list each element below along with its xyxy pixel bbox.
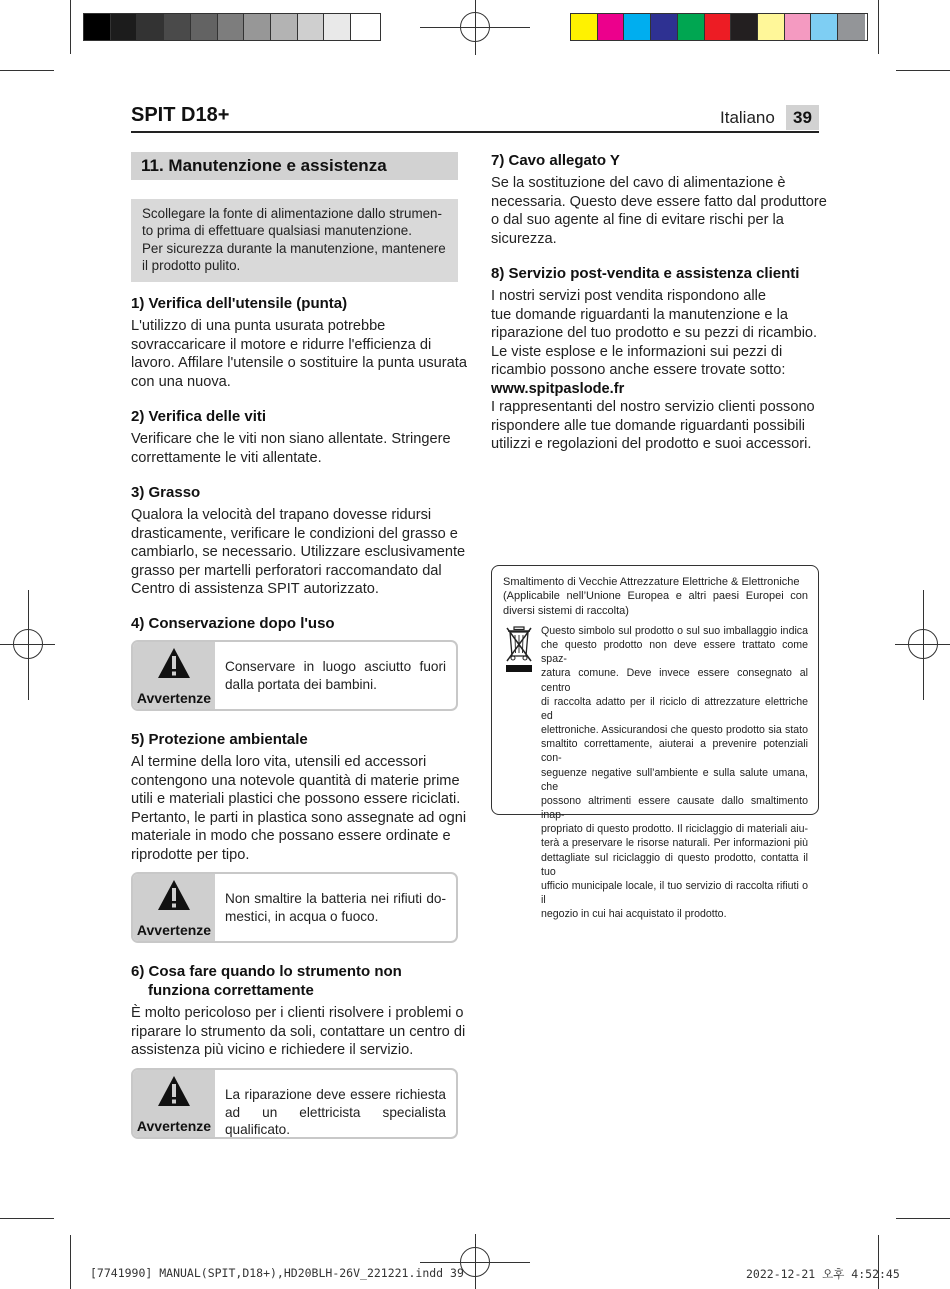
color-swatch <box>137 14 164 40</box>
text-line: Conservare in luogo asciutto fuori <box>225 659 446 674</box>
text-line: zatura comune. Deve invece essere consegnato al centro <box>541 667 808 694</box>
text-line: grasso per martelli perforatori raccomandato dal <box>131 562 442 579</box>
text-line: drasticamente, verificare le condizioni del grasso e <box>131 525 458 542</box>
text-line: correttamente le viti allentate. <box>131 449 322 466</box>
text-line: propriato di questo prodotto. Il riciclaggio di materiali aiu- <box>541 823 808 836</box>
text-line: che questo prodotto non deve essere trattato come spaz- <box>541 639 808 666</box>
color-swatch <box>571 14 598 40</box>
text-line: materiale in modo che possano essere ordinate e <box>131 828 451 844</box>
color-swatch <box>191 14 218 40</box>
text-line: terà a preservare le risorse naturali. Per informazioni più <box>541 837 808 850</box>
warning-label-panel <box>133 1070 215 1137</box>
product-title: SPIT D18+ <box>131 104 230 126</box>
heading-line: funziona correttamente <box>148 982 314 999</box>
color-swatch <box>244 14 271 40</box>
text-line: mestici, in acqua o fuoco. <box>225 908 379 924</box>
color-swatch <box>624 14 651 40</box>
text-line: sovraccaricare il motore e ridurre l'efficienza di <box>131 336 432 353</box>
color-swatch <box>651 14 678 40</box>
text-line: con una nuova. <box>131 373 231 390</box>
item-6-heading <box>131 962 402 1000</box>
text-line: di raccolta adatto per il riciclo di attrezzature elettriche ed <box>541 695 808 722</box>
weee-body <box>541 624 808 921</box>
text-line: possono altrimenti essere causate dallo smaltimento inap- <box>541 794 808 822</box>
crop-mark <box>70 0 71 54</box>
warning-text <box>225 1086 446 1139</box>
text-line: smaltito correttamente, aiuterai a prevenire potenziali con- <box>541 738 808 765</box>
item-1-heading: 1) Verifica dell'utensile (punta) <box>131 295 348 312</box>
color-swatch <box>351 14 378 40</box>
intro-line: il prodotto pulito. <box>142 257 241 273</box>
language-label: Italiano <box>720 108 775 127</box>
heading-line: 6) Cosa fare quando lo strumento non <box>131 963 402 980</box>
text-line: La riparazione deve essere richiesta <box>225 1087 446 1102</box>
section-title: 11. Manutenzione e assistenza <box>141 156 387 175</box>
color-swatch <box>811 14 838 40</box>
color-swatch <box>785 14 812 40</box>
text-line: riparazione del tuo prodotto e su pezzi di ricambio. <box>491 325 818 341</box>
text-line: Al termine della loro vita, utensili ed accessori <box>131 754 427 770</box>
text-line: tue domande riguardanti la manutenzione e la <box>491 306 788 323</box>
warning-label-panel <box>133 874 215 941</box>
text-line: Verificare che le viti non siano allentate. Stringere <box>131 431 451 447</box>
text-line: ad un elettricista specialista qualificato. <box>225 1104 446 1137</box>
color-swatch <box>271 14 298 40</box>
warning-label: Avvertenze <box>136 922 212 938</box>
warning-box <box>131 1068 458 1139</box>
color-swatch <box>84 14 111 40</box>
text-line: cambiarlo, se necessario. Utilizzare esclusivamente <box>131 544 466 560</box>
weee-heading <box>503 575 808 618</box>
color-swatch <box>678 14 705 40</box>
section-title-band <box>131 152 458 180</box>
text-line: ricambio possono anche essere trovate sotto: <box>491 362 786 378</box>
item-6-text <box>131 1004 465 1060</box>
footer-timestamp: 2022-12-21 오후 4:52:45 <box>746 1267 900 1281</box>
item-1-text <box>131 317 467 391</box>
text-line: Le viste esplose e le informazioni sui pezzi di <box>491 343 783 360</box>
color-swatch <box>758 14 785 40</box>
item-7-heading: 7) Cavo allegato Y <box>491 152 620 169</box>
text-line: Se la sostituzione del cavo di alimentazione è <box>491 175 786 191</box>
item-3-text <box>131 506 465 599</box>
text-line: Smaltimento di Vecchie Attrezzature Elettriche & Elettroniche <box>503 576 800 588</box>
intro-box <box>131 199 458 282</box>
text-line: riprodotte per tipo. <box>131 846 250 863</box>
text-line: necessaria. Questo deve essere fatto dal produttore <box>491 193 827 210</box>
text-line: utili e materiali plastici che possono essere riciclati. <box>131 791 461 807</box>
text-line: elettroniche. Assicurandosi che questo prodotto sia stato <box>541 724 808 737</box>
text-line: contengono una notevole quantità di materie prime <box>131 772 460 789</box>
item-8-heading: 8) Servizio post-vendita e assistenza clienti <box>491 265 800 282</box>
crop-mark <box>896 70 950 71</box>
warning-icon <box>157 1075 191 1107</box>
text-line: Qualora la velocità del trapano dovesse ridursi <box>131 507 432 523</box>
text-line: I rappresentanti del nostro servizio clienti possono <box>491 399 815 415</box>
color-swatch <box>164 14 191 40</box>
crop-mark <box>878 0 879 54</box>
website-link[interactable]: www.spitpaslode.fr <box>491 380 625 397</box>
text-line: lavoro. Affilare l'utensile o sostituire la punta usurata <box>131 355 467 371</box>
text-line: negozio in cui hai acquistato il prodotto. <box>541 908 727 921</box>
text-line: seguenze negative sull’ambiente e sulla salute umana, che <box>541 766 808 793</box>
item-3-heading: 3) Grasso <box>131 484 201 501</box>
text-line: dettagliate sul riciclaggio di questo prodotto, contatta il tuo <box>541 851 808 878</box>
warning-text <box>225 658 446 693</box>
text-line: È molto pericoloso per i clienti risolvere i problemi o <box>131 1005 464 1021</box>
text-line: utilizzi e regolazioni del prodotto e suoi accessori. <box>491 436 812 452</box>
text-line: L'utilizzo di una punta usurata potrebbe <box>131 318 386 334</box>
text-line: Questo simbolo sul prodotto o sul suo imballaggio indica <box>541 625 808 637</box>
crop-mark <box>896 1218 950 1219</box>
warning-label: Avvertenze <box>136 1118 212 1134</box>
text-line: diversi sistemi di raccolta) <box>503 604 629 617</box>
item-4-heading: 4) Conservazione dopo l'uso <box>131 615 335 632</box>
text-line: rispondere alle tue domande riguardanti possibili <box>491 417 805 434</box>
color-swatch <box>731 14 758 40</box>
warning-icon <box>157 647 191 679</box>
intro-line: to prima di effettuare qualsiasi manutenzione. <box>142 223 412 239</box>
item-7-text <box>491 174 827 248</box>
text-line: ufficio municipale locale, il tuo servizio di raccolta rifiuti o il <box>541 879 808 906</box>
item-2-heading: 2) Verifica delle viti <box>131 408 267 425</box>
warning-box <box>131 640 458 711</box>
crossed-bin-icon <box>505 625 533 675</box>
color-swatch <box>218 14 245 40</box>
intro-line: Per sicurezza durante la manutenzione, mantenere <box>142 240 446 256</box>
color-swatch <box>111 14 138 40</box>
text-line: riparare lo strumento da soli, contattare un centro di <box>131 1023 466 1040</box>
warning-label: Avvertenze <box>136 690 212 706</box>
crop-mark <box>0 70 54 71</box>
text-line: (Applicabile nell’Unione Europea e altri paesi Europei con <box>503 590 808 603</box>
color-swatch <box>705 14 732 40</box>
text-line: I nostri servizi post vendita rispondono alle <box>491 288 766 304</box>
crop-mark <box>70 1235 71 1289</box>
text-line: sicurezza. <box>491 230 557 247</box>
header-rule <box>131 131 819 133</box>
text-line: Centro di assistenza SPIT autorizzato. <box>131 581 379 597</box>
text-line: Pertanto, le parti in plastica sono assegnate ad ogni <box>131 809 467 826</box>
text-line: dalla portata dei bambini. <box>225 676 377 692</box>
weee-disposal-box <box>491 565 819 921</box>
page-number: 39 <box>786 105 819 130</box>
color-swatch <box>298 14 325 40</box>
warning-label-panel <box>133 642 215 709</box>
color-swatch <box>324 14 351 40</box>
crop-mark <box>0 1218 54 1219</box>
warning-icon <box>157 879 191 911</box>
item-5-heading: 5) Protezione ambientale <box>131 731 308 748</box>
intro-line: Scollegare la fonte di alimentazione dallo strumen- <box>142 206 442 221</box>
color-swatch <box>598 14 625 40</box>
warning-box <box>131 872 458 943</box>
text-line: o dal suo agente al fine di evitare rischi per la <box>491 212 784 228</box>
text-line: assistenza più vicino e richiedere il servizio. <box>131 1042 414 1058</box>
gray-calibration-strip <box>83 13 381 41</box>
item-2-text <box>131 430 451 467</box>
item-5-text <box>131 753 466 864</box>
item-8-text <box>491 287 817 454</box>
text-line: Non smaltire la batteria nei rifiuti do- <box>225 891 446 906</box>
footer-file-info: [7741990] MANUAL(SPIT,D18+),HD20BLH-26V_221221.indd 39 <box>90 1266 464 1280</box>
color-swatch <box>838 14 865 40</box>
warning-text <box>225 890 446 925</box>
color-calibration-strip <box>570 13 868 41</box>
